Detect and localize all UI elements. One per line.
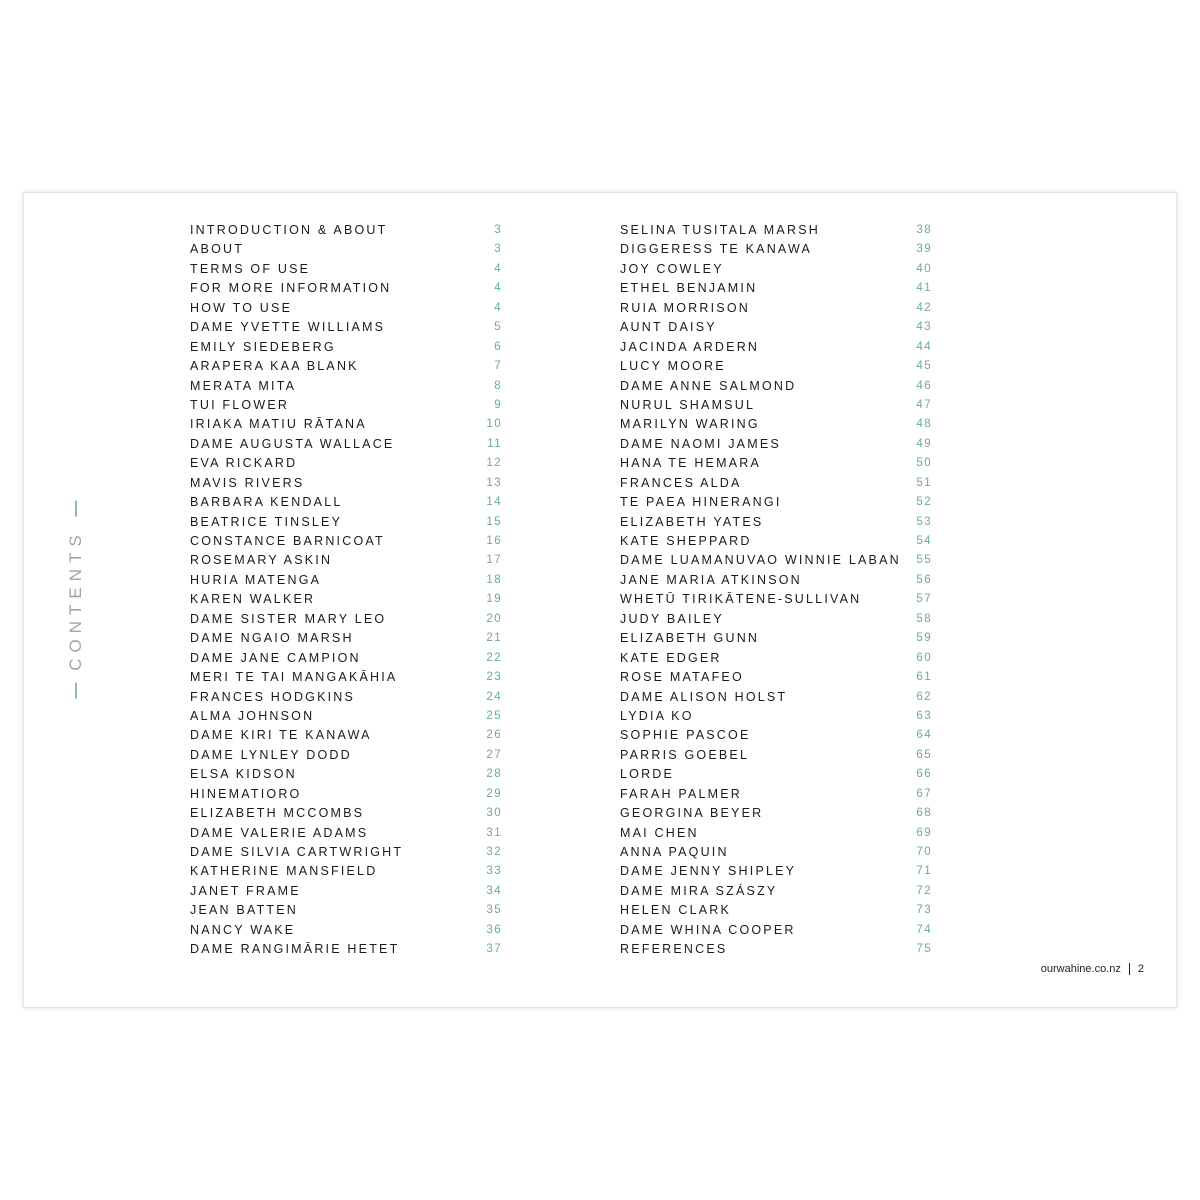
toc-entry-title: IRIAKA MATIU RĀTANA (190, 417, 367, 432)
toc-entry-page: 70 (916, 846, 932, 858)
toc-entry-page: 53 (916, 515, 932, 528)
toc-entry-page: 5 (494, 321, 502, 334)
toc-entry-page: 35 (486, 904, 502, 917)
contents-heading: CONTENTS (66, 529, 85, 671)
toc-entry-page: 57 (916, 593, 932, 606)
toc-entry-page: 28 (486, 768, 502, 781)
toc-entry-title: ALMA JOHNSON (190, 708, 315, 723)
toc-entry-title: DAME YVETTE WILLIAMS (190, 320, 386, 335)
toc-entry-title: ROSEMARY ASKIN (190, 553, 333, 568)
toc-entry-title: DAME JANE CAMPION (190, 650, 361, 665)
toc-entry-title: KATE SHEPPARD (620, 534, 752, 548)
toc-entry-page: 25 (486, 709, 502, 722)
toc-entry-title: REFERENCES (620, 942, 728, 957)
footer-site-link[interactable]: ourwahine.co.nz (1040, 963, 1121, 975)
toc-entry-title: MERATA MITA (190, 378, 297, 393)
toc-entry-page: 40 (916, 262, 932, 275)
toc-entry-title: FRANCES HODGKINS (190, 689, 356, 704)
toc-entry-page: 4 (494, 262, 502, 275)
toc-entry-page: 45 (916, 360, 932, 373)
toc-entry-title: NURUL SHAMSUL (620, 397, 756, 412)
toc-entry-title: KATE EDGER (620, 650, 722, 665)
toc-entry-title: INTRODUCTION & ABOUT (190, 223, 388, 237)
page-footer (1041, 963, 1144, 975)
toc-entry-title: TUI FLOWER (190, 397, 290, 412)
toc-entry-page: 39 (916, 243, 932, 256)
toc-entry-title: BEATRICE TINSLEY (190, 514, 343, 529)
toc-entry-title: JANET FRAME (190, 883, 301, 898)
toc-entry-title: DAME KIRI TE KANAWA (190, 728, 372, 743)
toc-entry-title: MAVIS RIVERS (190, 475, 305, 490)
toc-entry-page: 26 (486, 729, 502, 742)
toc-entry-page: 48 (916, 418, 932, 431)
toc-entry-title: JANE MARIA ATKINSON (620, 572, 802, 587)
toc-entry-title: EMILY SIEDEBERG (190, 339, 336, 354)
toc-entry-title: DAME SISTER MARY LEO (190, 611, 387, 626)
toc-entry-page: 4 (494, 301, 502, 314)
toc-entry-page: 60 (916, 651, 932, 664)
toc-entry-title: FOR MORE INFORMATION (190, 281, 392, 296)
toc-entry-page: 3 (494, 224, 502, 236)
toc-entry-title: TERMS OF USE (190, 261, 311, 276)
footer-divider (1129, 963, 1130, 975)
toc-entry-page: 19 (486, 593, 502, 606)
toc-entry-title: ELIZABETH YATES (620, 514, 764, 529)
toc-entry-title: MERI TE TAI MANGAKĀHIA (190, 670, 398, 685)
toc-entry-title: JUDY BAILEY (620, 611, 724, 626)
toc-entry-title: WHETŪ TIRIKĀTENE-SULLIVAN (620, 592, 862, 607)
toc-entry-title: JACINDA ARDERN (620, 339, 760, 354)
toc-entry-page: 16 (486, 535, 502, 547)
toc-entry-title: ELIZABETH GUNN (620, 631, 760, 646)
dash-right-icon (75, 501, 77, 517)
toc-entry-page: 41 (916, 282, 932, 295)
contents-side-label (66, 501, 86, 699)
toc-entry-page: 15 (486, 515, 502, 528)
toc-entry-title: JOY COWLEY (620, 261, 724, 276)
toc-entry-title: EVA RICKARD (190, 456, 298, 471)
toc-entry-title: DAME JENNY SHIPLEY (620, 864, 797, 879)
toc-entry-title: ABOUT (190, 242, 245, 257)
toc-entry-page: 8 (494, 379, 502, 392)
toc-entry-page: 23 (486, 671, 502, 684)
toc-entry-page: 73 (916, 904, 932, 917)
toc-entry-page: 46 (916, 379, 932, 392)
toc-entry-title: LORDE (620, 767, 675, 782)
toc-entry-title: ETHEL BENJAMIN (620, 281, 758, 296)
toc-entry-title: CONSTANCE BARNICOAT (190, 534, 385, 548)
toc-entry-title: SOPHIE PASCOE (620, 728, 751, 743)
toc-entry-title: MARILYN WARING (620, 417, 760, 432)
toc-entry-title: LUCY MOORE (620, 359, 726, 374)
toc-entry-page: 64 (916, 729, 932, 742)
footer-page-number: 2 (1137, 963, 1144, 975)
toc-entry-page: 20 (486, 612, 502, 625)
toc-entry-title: HURIA MATENGA (190, 572, 322, 587)
toc-entry-title: ARAPERA KAA BLANK (190, 359, 359, 374)
toc-entry-title: ELIZABETH MCCOMBS (190, 806, 365, 821)
toc-entry-page: 43 (916, 321, 932, 334)
toc-entry-page: 59 (916, 632, 932, 645)
toc-entry-page: 66 (916, 768, 932, 781)
toc-entry-page: 31 (486, 826, 502, 839)
toc-entry-page: 61 (916, 671, 932, 684)
toc-entry-page: 63 (916, 709, 932, 722)
toc-entry-page: 74 (916, 923, 932, 936)
toc-entry-page: 62 (916, 690, 932, 703)
toc-entry-page: 67 (916, 787, 932, 800)
toc-entry-title: LYDIA KO (620, 708, 694, 723)
toc-entry-title: AUNT DAISY (620, 320, 717, 335)
toc-entry-title: SELINA TUSITALA MARSH (620, 223, 820, 237)
toc-entry-page: 50 (916, 457, 932, 470)
toc-entry-page: 32 (486, 846, 502, 858)
toc-entry-title: DAME LYNLEY DODD (190, 747, 352, 762)
toc-entry-title: FARAH PALMER (620, 786, 743, 801)
toc-entry-title: KAREN WALKER (190, 592, 316, 607)
toc-entry-title: DAME SILVIA CARTWRIGHT (190, 845, 404, 859)
toc-entry-title: BARBARA KENDALL (190, 495, 343, 510)
toc-entry-page: 75 (916, 943, 932, 956)
toc-entry-page: 68 (916, 807, 932, 820)
toc-entry-page: 29 (486, 787, 502, 800)
toc-entry-title: DAME RANGIMĀRIE HETET (190, 942, 400, 957)
dash-left-icon (75, 683, 77, 699)
toc-entry-title: GEORGINA BEYER (620, 806, 764, 821)
toc-entry-title: ELSA KIDSON (190, 767, 297, 782)
toc-entry-page: 56 (916, 573, 932, 586)
toc-entry-page: 65 (916, 748, 932, 761)
toc-entry-title: HOW TO USE (190, 300, 293, 315)
toc-entry-page: 44 (916, 340, 932, 353)
toc-entry-title: TE PAEA HINERANGI (620, 495, 782, 510)
toc-entry-page: 10 (486, 418, 502, 431)
toc-entry-page: 12 (486, 457, 502, 470)
toc-entry-page: 6 (494, 340, 502, 353)
toc-entry-page: 17 (486, 554, 502, 567)
toc-entry-page: 54 (916, 535, 932, 547)
toc-entry-page: 11 (487, 437, 502, 450)
toc-entry-title: ANNA PAQUIN (620, 845, 729, 859)
toc-entry-page: 55 (916, 554, 932, 567)
toc-entry-page: 38 (916, 224, 932, 236)
toc-entry-page: 51 (916, 476, 932, 489)
toc-entry-title: DAME AUGUSTA WALLACE (190, 436, 395, 451)
toc-entry-page: 47 (916, 398, 932, 411)
toc-entry-page: 36 (486, 923, 502, 936)
toc-entry-page: 13 (486, 476, 502, 489)
toc-entry-page: 3 (494, 243, 502, 256)
toc-entry-title: HANA TE HEMARA (620, 456, 762, 471)
toc-entry-title: DAME ALISON HOLST (620, 689, 788, 704)
toc-entry-title: HINEMATIORO (190, 786, 302, 801)
toc-entry-page: 21 (486, 632, 502, 645)
toc-entry-title: JEAN BATTEN (190, 903, 299, 918)
toc-entry-page: 27 (486, 748, 502, 761)
toc-entry-title: DAME VALERIE ADAMS (190, 825, 369, 840)
toc-entry-page: 22 (486, 651, 502, 664)
toc-entry-title: FRANCES ALDA (620, 475, 742, 490)
toc-entry-page: 58 (916, 612, 932, 625)
toc-entry-page: 34 (486, 884, 502, 897)
toc-entry-page: 52 (916, 496, 932, 509)
toc-entry-page: 24 (486, 690, 502, 703)
toc-entry-title: ROSE MATAFEO (620, 670, 744, 685)
toc-entry-title: RUIA MORRISON (620, 300, 750, 315)
toc-entry-title: DIGGERESS TE KANAWA (620, 242, 813, 257)
toc-entry-page: 9 (494, 398, 502, 411)
toc-entry-page: 69 (916, 826, 932, 839)
toc-entry-page: 33 (486, 865, 502, 878)
toc-entry-page: 72 (916, 884, 932, 897)
toc-entry-page: 71 (916, 865, 932, 878)
toc-entry-title: DAME ANNE SALMOND (620, 378, 797, 393)
toc-entry-title: DAME MIRA SZÁSZY (620, 883, 778, 898)
toc-entry-page: 4 (494, 282, 502, 295)
toc-entry-page: 37 (486, 943, 502, 956)
toc-entry-title: DAME WHINA COOPER (620, 922, 796, 937)
toc-entry-page: 7 (494, 360, 502, 373)
toc-entry-page: 30 (486, 807, 502, 820)
toc-entry-title: MAI CHEN (620, 825, 699, 840)
toc-entry-page: 14 (486, 496, 502, 509)
toc-entry-title: NANCY WAKE (190, 922, 296, 937)
toc-entry-title: KATHERINE MANSFIELD (190, 864, 378, 879)
toc-entry-title: DAME LUAMANUVAO WINNIE LABAN (620, 553, 901, 568)
toc-entry-page: 18 (486, 573, 502, 586)
toc-entry-title: HELEN CLARK (620, 903, 732, 918)
toc-entry-title: DAME NGAIO MARSH (190, 631, 354, 646)
toc-entry-page: 42 (916, 301, 932, 314)
toc-entry-title: PARRIS GOEBEL (620, 747, 750, 762)
toc-entry-page: 49 (916, 437, 932, 450)
toc-entry-title: DAME NAOMI JAMES (620, 436, 781, 451)
